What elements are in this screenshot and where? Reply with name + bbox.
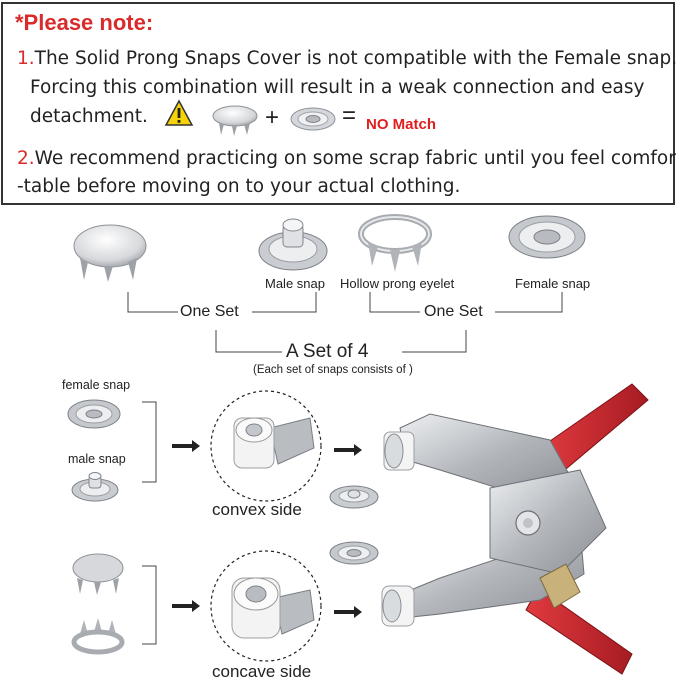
convex-die-image	[220, 408, 316, 478]
note-item-2-number: 2.	[17, 148, 35, 169]
note-item-1-line-2: Forcing this combination will result in a weak connection and easy	[30, 77, 645, 98]
usage-male-snap-label: male snap	[68, 452, 126, 466]
concave-side-label: concave side	[212, 662, 312, 681]
note-title: *Please note:	[15, 10, 154, 35]
plus-sign: +	[265, 104, 280, 131]
note-item-1-line-3: detachment.	[30, 106, 148, 127]
set-composition-note: (Each set of snaps consists of )	[253, 364, 413, 376]
one-set-label-left: One Set	[180, 303, 239, 320]
snap-pliers-image	[370, 378, 670, 678]
convex-side-label: convex side	[212, 500, 302, 519]
concave-die-image	[222, 568, 318, 648]
usage-solid-prong-cap-image	[70, 552, 126, 596]
male-snap-label: Male snap	[265, 276, 325, 291]
note-item-1-text: The Solid Prong Snaps Cover is not compatible with the Female snap.	[34, 48, 678, 69]
no-match-label: NO Match	[366, 116, 437, 133]
equals-sign: =	[342, 102, 357, 129]
female-snap-label: Female snap	[515, 276, 591, 291]
set-of-4-label: A Set of 4	[286, 341, 369, 362]
note-item-1-number: 1.	[17, 48, 35, 69]
one-set-label-right: One Set	[424, 303, 483, 320]
usage-hollow-prong-eyelet-image	[72, 618, 124, 654]
hollow-prong-eyelet-label: Hollow prong eyelet	[340, 276, 455, 291]
usage-female-snap-label: female snap	[62, 378, 131, 392]
note-item-2-text: We recommend practicing on some scrap fabric until you feel comfor	[34, 148, 676, 169]
note-item-2-line-2: -table before moving on to your actual clothing.	[17, 176, 461, 197]
